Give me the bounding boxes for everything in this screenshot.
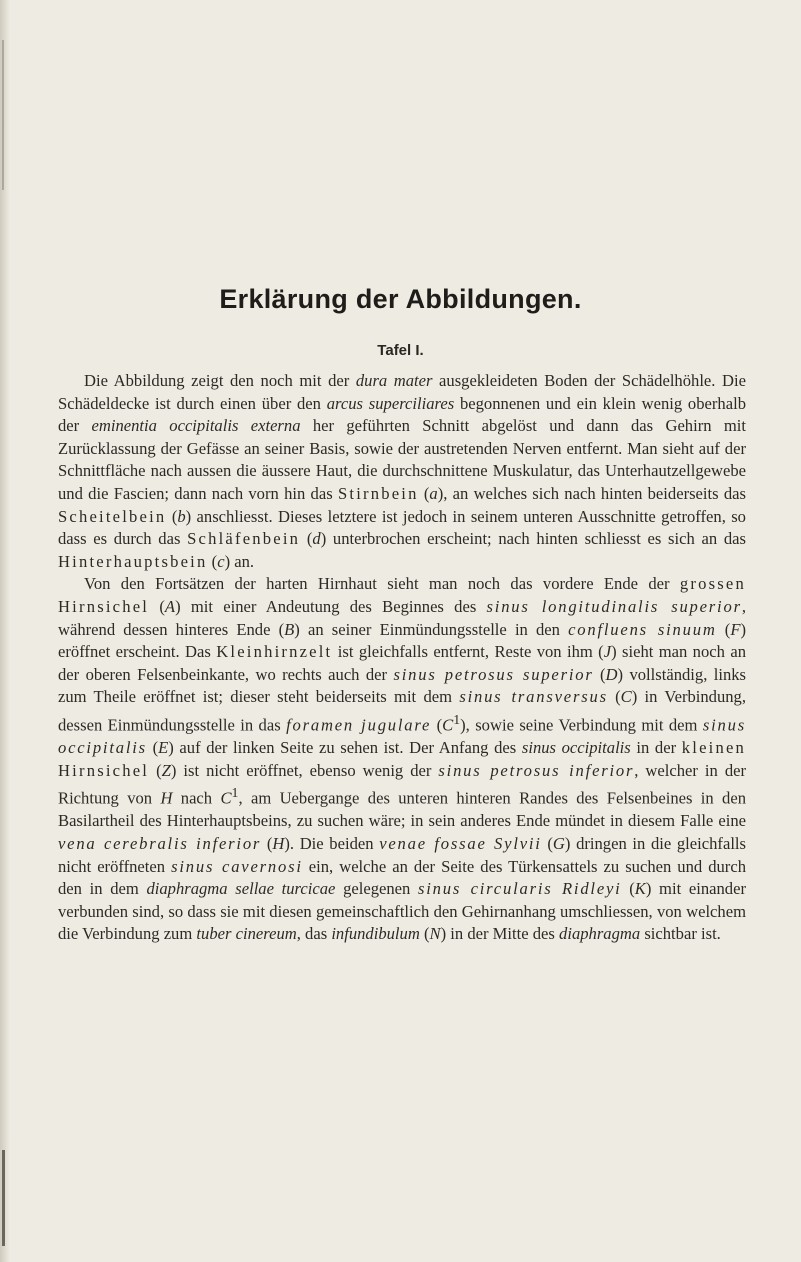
- plate-heading: Tafel I.: [377, 342, 424, 359]
- paragraph-2: Von den Fortsätzen der harten Hirnhaut sieht man noch das vordere Ende der grossen Hirnsichel (A) mit einer Andeutung des Beginnes des sinus longitudinalis superior, während dessen hinteres Ende (B) an seiner Einmündungsstelle in den confluens sinuum (F) eröffnet erscheint. Das Kleinhirnzelt ist gleichfalls entfernt, Reste von ihm (J) sieht man noch an der oberen Felsenbeinkante, wo rechts auch der sinus petrosus superior (D) vollständig, links zum Theile eröffnet ist; dieser steht beiderseits mit dem sinus transversus (C) in Verbindung, dessen Einmündungsstelle in das foramen jugulare $(C^1)$, sowie seine Verbindung mit dem sinus occipitalis (E) auf der linken Seite zu sehen ist. Der Anfang des sinus occipitalis in der kleinen Hirnsichel (Z) ist nicht eröffnet, ebenso wenig der sinus petrosus inferior, welcher in der Richtung von H nach $C^1$, am Uebergange des unteren hinteren Randes des Felsenbeines in den Basilartheil des Hinterhauptsbeins, zu suchen wäre; in sein anderes Ende mündet in diesem Falle eine vena cerebralis inferior (H). Die beiden venae fossae Sylvii (G) dringen in die gleichfalls nicht eröffneten sinus cavernosi ein, welche an der Seite des Türkensattels zu suchen und durch den in dem diaphragma sellae turcicae gelegenen sinus circularis Ridleyi (K) mit einander verbunden sind, so dass sie mit diesen gemeinschaftlich den Gehirnanhang umschliessen, von welchem die Verbindung zum tuber cinereum, das infundibulum (N) in der Mitte des diaphragma sichtbar ist.: [58, 574, 747, 944]
- explanation-text: [58, 370, 746, 946]
- paragraph-1: Die Abbildung zeigt den noch mit der dura mater ausgekleideten Boden der Schädelhöhle. Die Schädeldecke ist durch einen über den arcus superciliares begonnenen und ein klein wenig oberhalb der eminentia occipitalis externa her geführten Schnitt abgelöst und dann das Gehirn mit Zurücklassung der Gefässe an seiner Basis, sowie der austretenden Nerven entfernt. Man sieht auf der Schnittfläche nach aussen die äussere Haut, die durchschnittene Muskulatur, das Unterhautzellgewebe und die Fascien; dann nach vorn hin das Stirnbein (a), an welches sich nach hinten beiderseits das Scheitelbein (b) anschliesst. Dieses letztere ist jedoch in seinem unteren Ausschnitte getroffen, so dass es durch das Schläfenbein (d) unterbrochen erscheint; nach hinten schliesst es sich an das Hinterhauptsbein (c) an.: [58, 371, 746, 571]
- binding-mark: [2, 1150, 5, 1246]
- page-title: Erklärung der Abbildungen.: [219, 284, 582, 314]
- binding-mark: [2, 40, 4, 190]
